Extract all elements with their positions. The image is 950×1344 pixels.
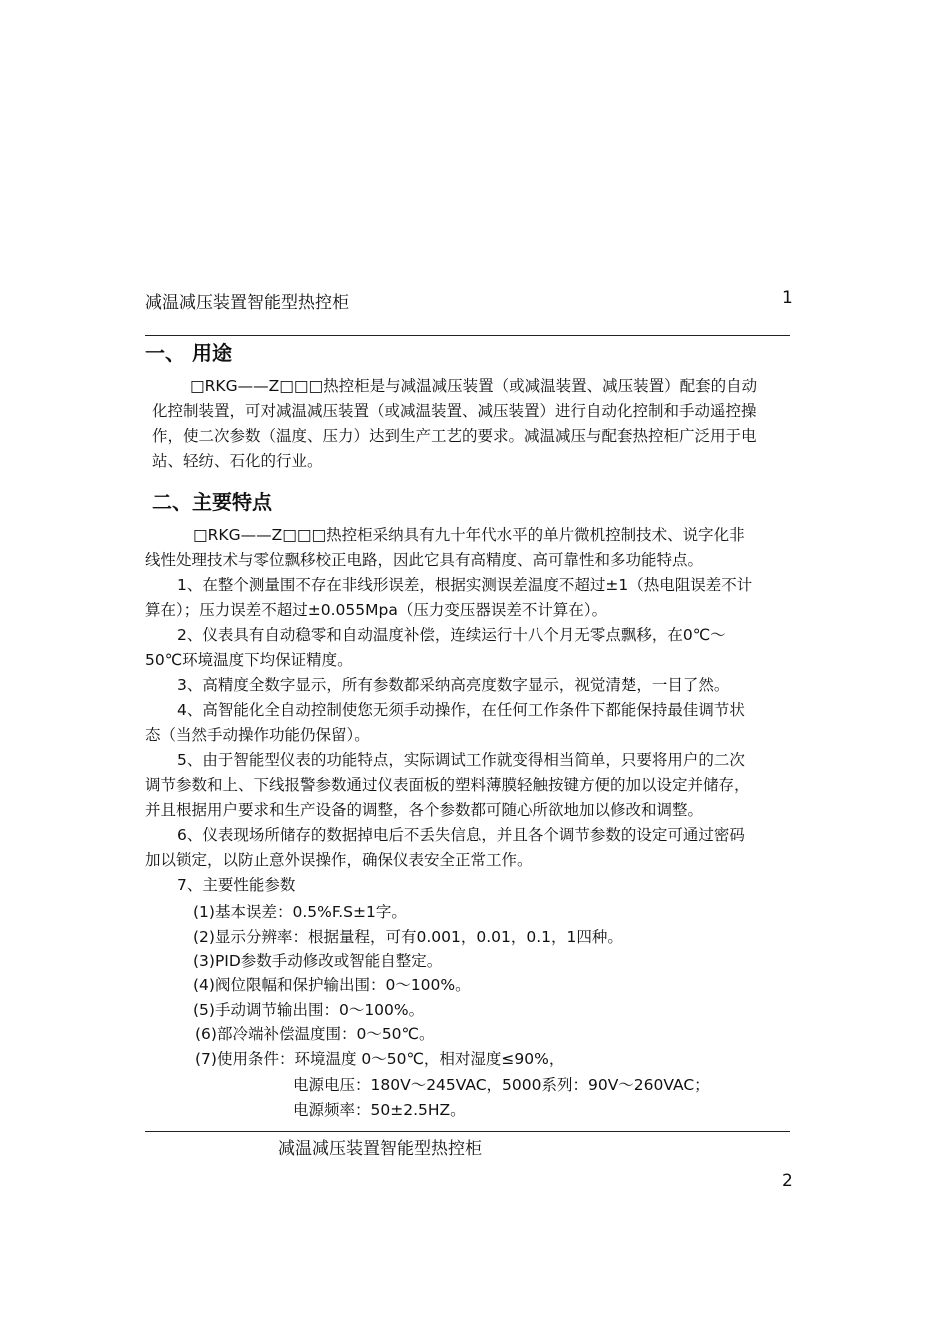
item4-line-1: 4、高智能化全自动控制使您无须手动操作，在任何工作条件下都能保持最佳调节状 [177, 701, 745, 719]
item6-line-1: 6、仪表现场所储存的数据掉电后不丢失信息，并且各个调节参数的设定可通过密码 [177, 826, 745, 844]
item5-line-2: 调节参数和上、下线报警参数通过仪表面板的塑料薄膜轻触按键方便的加以设定并储存， [145, 776, 750, 794]
item1-line-2: 算在）；压力误差不超过±0.055Mpa（压力变压器误差不计算在）。 [145, 601, 608, 619]
item1-line-1: 1、在整个测量围不存在非线形误差，根据实测误差温度不超过±1（热电阻误差不计 [177, 576, 753, 594]
section2-intro-line-2: 线性处理技术与零位飘移校正电路，因此它具有高精度、高可靠性和多功能特点。 [145, 551, 704, 569]
item7-title: 7、主要性能参数 [177, 876, 296, 894]
page2-header-title: 减温减压装置智能型热控柜 [278, 1139, 482, 1159]
item3-line: 3、高精度全数字显示，所有参数都采纳高亮度数字显示，视觉清楚，一目了然。 [177, 676, 730, 694]
item2-line-2: 50℃环境温度下均保证精度。 [145, 651, 353, 669]
page1-header-rule [145, 335, 790, 336]
item5-line-1: 5、由于智能型仪表的功能特点，实际调试工作就变得相当简单，只要将用户的二次 [177, 751, 745, 769]
section1-line-3: 作，使二次参数（温度、压力）达到生产工艺的要求。减温减压与配套热控柜广泛用于电 [152, 427, 757, 445]
page2-page-number: 2 [782, 1171, 793, 1191]
spec-frequency: 电源频率：50±2.5HZ。 [293, 1101, 466, 1119]
item5-line-3: 并且根据用户要求和生产设备的调整，各个参数都可随心所欲地加以修改和调整。 [145, 801, 704, 819]
section1-line-1: □RKG——Z□□□热控柜是与减温减压装置（或减温装置、减压装置）配套的自动 [190, 377, 758, 395]
spec-1: (1)基本误差：0.5%F.S±1字。 [193, 903, 407, 921]
section1-heading: 一、 用途 [145, 341, 232, 365]
section1-line-4: 站、轻纺、石化的行业。 [152, 452, 323, 470]
page1-header-title: 减温减压装置智能型热控柜 [145, 293, 349, 313]
section1-line-2: 化控制装置，可对减温减压装置（或减温装置、减压装置）进行自动化控制和手动遥控操 [152, 402, 757, 420]
page1-page-number: 1 [782, 288, 793, 308]
spec-3: (3)PID参数手动修改或智能自整定。 [193, 952, 443, 970]
spec-voltage: 电源电压：180V～245VAC，5000系列：90V～260VAC； [293, 1076, 710, 1094]
page2-header-rule [145, 1131, 790, 1132]
section2-intro-line-1: □RKG——Z□□□热控柜采纳具有九十年代水平的单片微机控制技术、说字化非 [193, 526, 745, 544]
spec-4: (4)阀位限幅和保护输出围：0～100%。 [193, 976, 471, 994]
spec-7: (7)使用条件：环境温度 0～50℃，相对湿度≤90%， [195, 1050, 565, 1068]
spec-2: (2)显示分辨率：根据量程，可有0.001，0.01，0.1，1四种。 [193, 928, 623, 946]
item6-line-2: 加以锁定，以防止意外误操作，确保仪表安全正常工作。 [145, 851, 533, 869]
spec-5: (5)手动调节输出围：0～100%。 [193, 1001, 425, 1019]
item4-line-2: 态（当然手动操作功能仍保留）。 [145, 726, 370, 744]
item2-line-1: 2、仪表具有自动稳零和自动温度补偿，连续运行十八个月无零点飘移，在0℃～ [177, 626, 726, 644]
section2-heading: 二、主要特点 [152, 490, 272, 514]
spec-6: (6)部冷端补偿温度围：0～50℃。 [195, 1025, 435, 1043]
